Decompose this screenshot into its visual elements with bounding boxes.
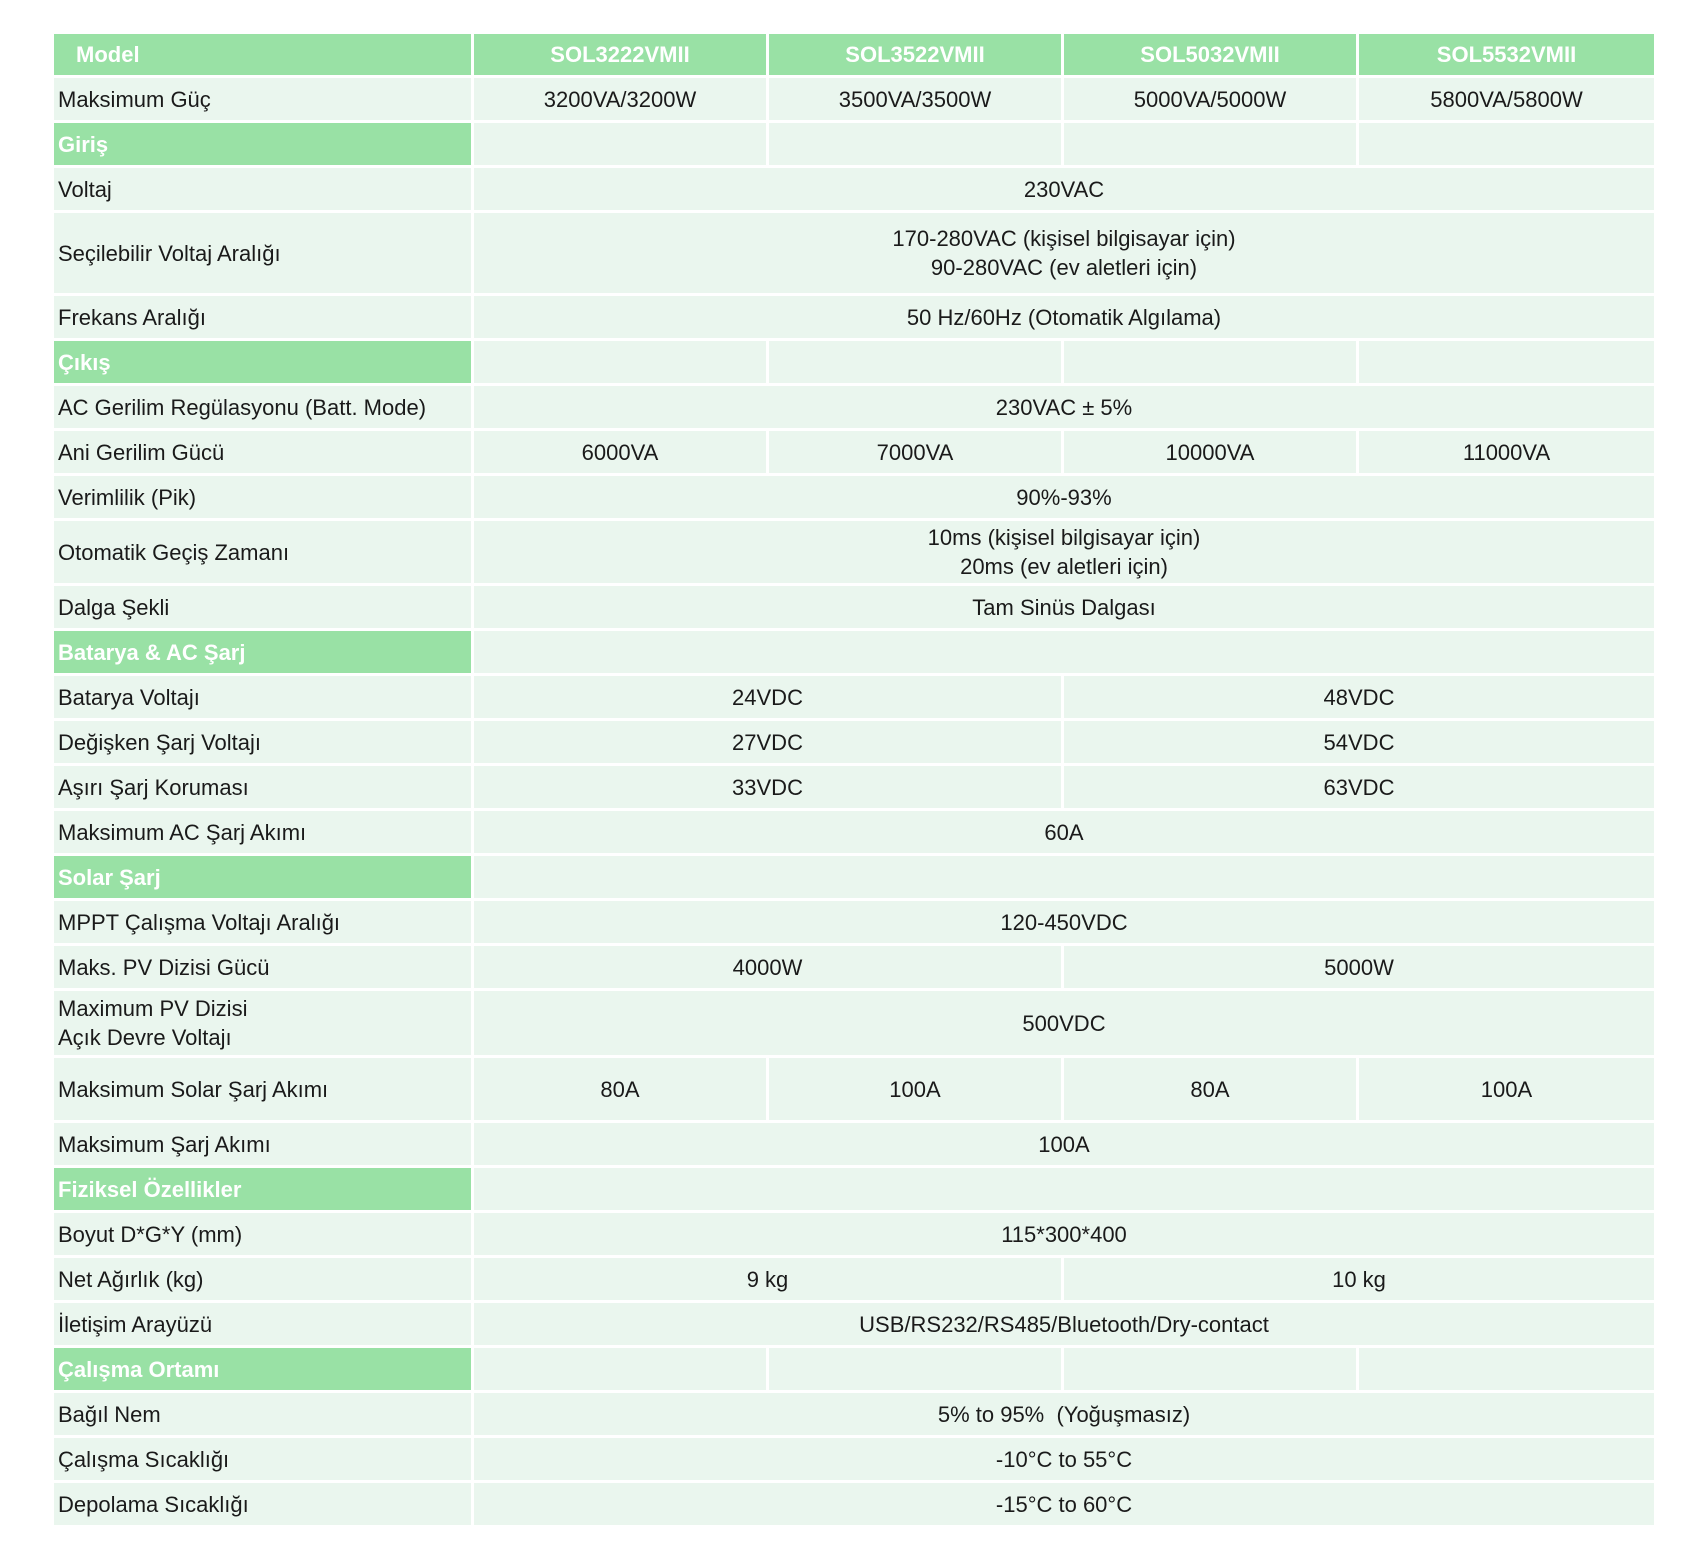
cell-value: 80A: [1064, 1058, 1359, 1123]
table-row: [54, 1258, 1654, 1303]
model-header: Model: [54, 34, 474, 78]
empty-cell: [769, 123, 1064, 168]
model-name: SOL5532VMII: [1359, 34, 1654, 78]
cell-value: 27VDC: [474, 721, 1064, 766]
model-name: SOL3222VMII: [474, 34, 769, 78]
table-row: [54, 1123, 1654, 1168]
label-line: Maximum PV Dizisi: [58, 996, 248, 1021]
empty-cell: [1359, 123, 1654, 168]
row-label: Aşırı Şarj Koruması: [54, 766, 474, 811]
row-label: Boyut D*G*Y (mm): [54, 1213, 474, 1258]
table-row: [54, 946, 1654, 991]
row-label: Çalışma Sıcaklığı: [54, 1438, 474, 1483]
section-title: Solar Şarj: [54, 856, 474, 901]
cell-value: 5000VA/5000W: [1064, 78, 1359, 123]
cell-value: 100A: [1359, 1058, 1654, 1123]
row-label: Dalga Şekli: [54, 586, 474, 631]
cell-value: 3200VA/3200W: [474, 78, 769, 123]
row-label: Seçilebilir Voltaj Aralığı: [54, 213, 474, 296]
table-row: [54, 521, 1654, 586]
cell-value: 5% to 95% (Yoğuşmasız): [474, 1393, 1654, 1438]
label-line: Açık Devre Voltajı: [58, 1025, 232, 1050]
cell-value: 10000VA: [1064, 431, 1359, 476]
table-row: [54, 1438, 1654, 1483]
cell-value: USB/RS232/RS485/Bluetooth/Dry-contact: [474, 1303, 1654, 1348]
cell-value: 50 Hz/60Hz (Otomatik Algılama): [474, 296, 1654, 341]
table-row: [54, 1058, 1654, 1123]
cell-value: 230VAC: [474, 168, 1654, 213]
cell-value: 4000W: [474, 946, 1064, 991]
row-label: Batarya Voltajı: [54, 676, 474, 721]
cell-value: 10 kg: [1064, 1258, 1654, 1303]
empty-cell: [1064, 123, 1359, 168]
cell-value: 230VAC ± 5%: [474, 386, 1654, 431]
cell-value: 24VDC: [474, 676, 1064, 721]
table-row: [54, 991, 1654, 1058]
cell-value: 120-450VDC: [474, 901, 1654, 946]
row-label: Depolama Sıcaklığı: [54, 1483, 474, 1528]
row-label: Frekans Aralığı: [54, 296, 474, 341]
cell-value: 100A: [474, 1123, 1654, 1168]
row-label: Değişken Şarj Voltajı: [54, 721, 474, 766]
row-label: Maks. PV Dizisi Gücü: [54, 946, 474, 991]
cell-value: 5000W: [1064, 946, 1654, 991]
section-row: [54, 1168, 1654, 1213]
row-label: Maksimum Güç: [54, 78, 474, 123]
empty-cell: [1359, 1348, 1654, 1393]
cell-value: 6000VA: [474, 431, 769, 476]
cell-value: 54VDC: [1064, 721, 1654, 766]
table-row: [54, 811, 1654, 856]
cell-value: 7000VA: [769, 431, 1064, 476]
table-row: [54, 1303, 1654, 1348]
cell-value: 90%-93%: [474, 476, 1654, 521]
row-label: Otomatik Geçiş Zamanı: [54, 521, 474, 586]
table-row: [54, 78, 1654, 123]
empty-cell: [474, 631, 1654, 676]
empty-cell: [1064, 1348, 1359, 1393]
table-row: [54, 1483, 1654, 1528]
row-label: İletişim Arayüzü: [54, 1303, 474, 1348]
table-row: [54, 476, 1654, 521]
row-label: Maksimum Şarj Akımı: [54, 1123, 474, 1168]
spec-table: [54, 34, 1654, 1528]
cell-value: 33VDC: [474, 766, 1064, 811]
cell-value: -15°C to 60°C: [474, 1483, 1654, 1528]
section-title: Giriş: [54, 123, 474, 168]
cell-value: 3500VA/3500W: [769, 78, 1064, 123]
model-name: SOL3522VMII: [769, 34, 1064, 78]
empty-cell: [474, 1348, 769, 1393]
section-title: Çalışma Ortamı: [54, 1348, 474, 1393]
table-row: [54, 1393, 1654, 1438]
value-line: 170-280VAC (kişisel bilgisayar için): [892, 226, 1236, 251]
section-row: [54, 123, 1654, 168]
cell-value: 48VDC: [1064, 676, 1654, 721]
row-label: Bağıl Nem: [54, 1393, 474, 1438]
cell-value: 115*300*400: [474, 1213, 1654, 1258]
table-row: [54, 721, 1654, 766]
section-title: Fiziksel Özellikler: [54, 1168, 474, 1213]
empty-cell: [769, 341, 1064, 386]
table-row: [54, 586, 1654, 631]
row-label: Voltaj: [54, 168, 474, 213]
empty-cell: [474, 856, 1654, 901]
row-label: Net Ağırlık (kg): [54, 1258, 474, 1303]
row-label: AC Gerilim Regülasyonu (Batt. Mode): [54, 386, 474, 431]
cell-value: 9 kg: [474, 1258, 1064, 1303]
section-row: [54, 856, 1654, 901]
cell-value: 63VDC: [1064, 766, 1654, 811]
value-line: 10ms (kişisel bilgisayar için): [927, 525, 1201, 550]
section-title: Batarya & AC Şarj: [54, 631, 474, 676]
row-label: Maksimum Solar Şarj Akımı: [54, 1058, 474, 1123]
empty-cell: [474, 1168, 1654, 1213]
table-row: [54, 676, 1654, 721]
cell-value: 80A: [474, 1058, 769, 1123]
empty-cell: [1359, 341, 1654, 386]
cell-value: [474, 521, 1654, 586]
table-row: [54, 431, 1654, 476]
value-line: 20ms (ev aletleri için): [960, 554, 1168, 579]
cell-value: 100A: [769, 1058, 1064, 1123]
row-label: Maksimum AC Şarj Akımı: [54, 811, 474, 856]
cell-value: -10°C to 55°C: [474, 1438, 1654, 1483]
table-row: [54, 213, 1654, 296]
row-label: MPPT Çalışma Voltajı Aralığı: [54, 901, 474, 946]
row-label: [54, 991, 474, 1058]
empty-cell: [769, 1348, 1064, 1393]
empty-cell: [1064, 341, 1359, 386]
section-title: Çıkış: [54, 341, 474, 386]
table-row: [54, 296, 1654, 341]
empty-cell: [474, 123, 769, 168]
section-row: [54, 1348, 1654, 1393]
cell-value: 5800VA/5800W: [1359, 78, 1654, 123]
cell-value: 500VDC: [474, 991, 1654, 1058]
table-row: [54, 901, 1654, 946]
table-row: [54, 386, 1654, 431]
empty-cell: [474, 341, 769, 386]
section-row: [54, 631, 1654, 676]
value-line: 90-280VAC (ev aletleri için): [930, 255, 1198, 280]
cell-value: Tam Sinüs Dalgası: [474, 586, 1654, 631]
model-name: SOL5032VMII: [1064, 34, 1359, 78]
row-label: Ani Gerilim Gücü: [54, 431, 474, 476]
table-row: [54, 168, 1654, 213]
cell-value: 60A: [474, 811, 1654, 856]
cell-value: [474, 213, 1654, 296]
section-row: [54, 341, 1654, 386]
cell-value: 11000VA: [1359, 431, 1654, 476]
row-label: Verimlilik (Pik): [54, 476, 474, 521]
header-row: [54, 34, 1654, 78]
table-row: [54, 766, 1654, 811]
table-row: [54, 1213, 1654, 1258]
